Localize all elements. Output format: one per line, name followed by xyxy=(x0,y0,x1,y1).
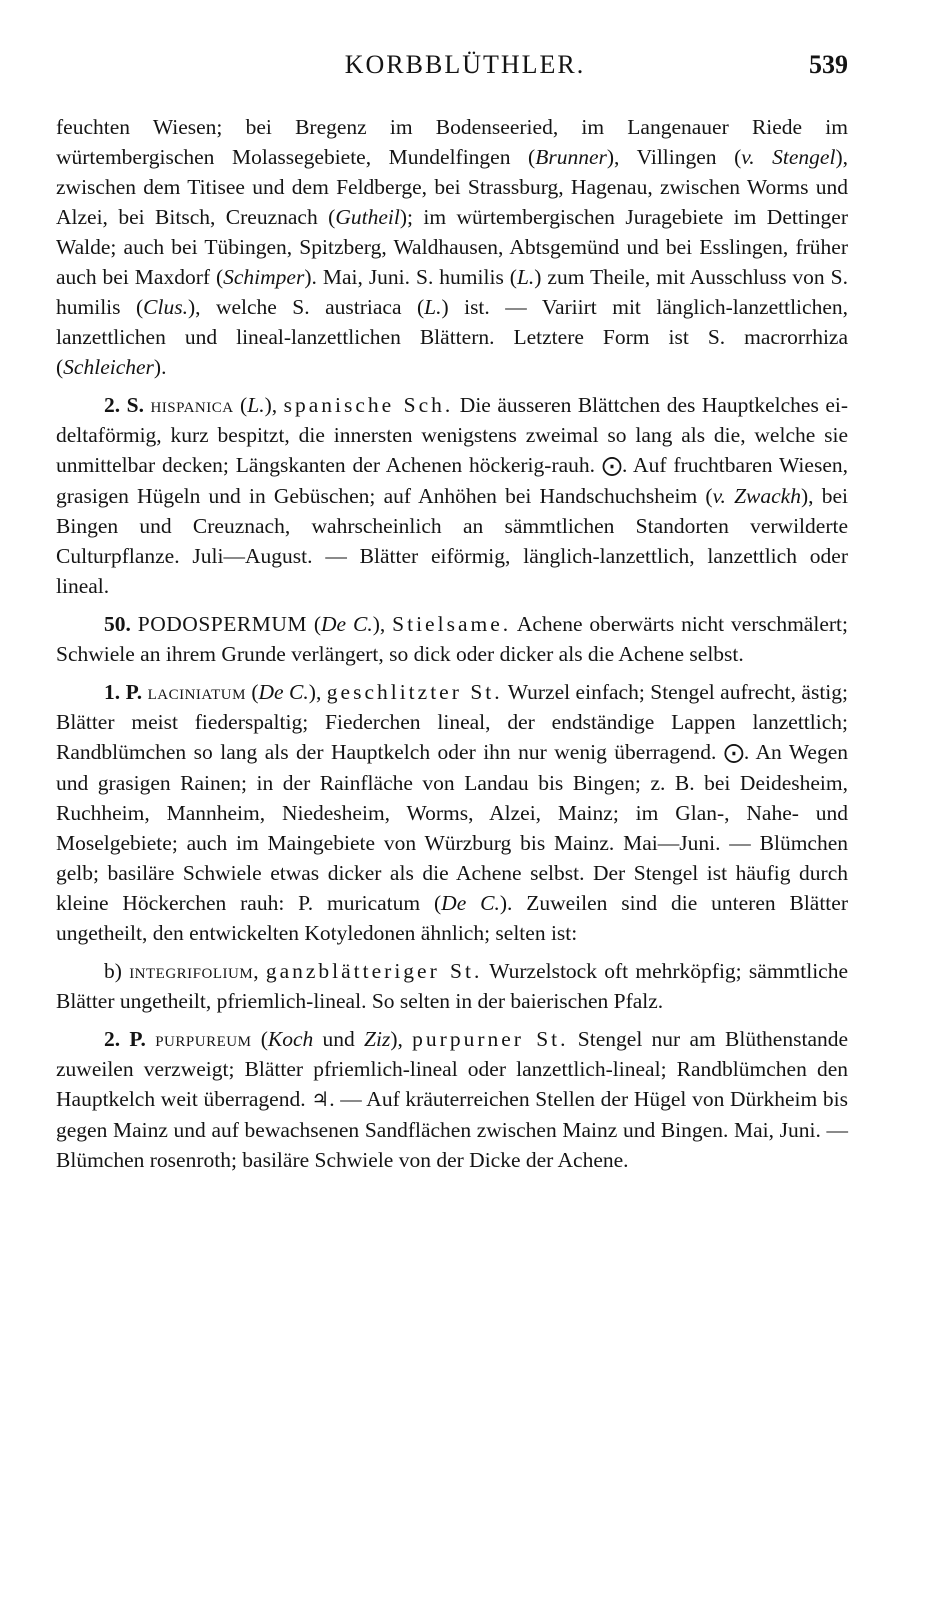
authority: Clus. xyxy=(143,295,188,319)
paragraph-continuation: feuchten Wiesen; bei Bregenz im Bodenseeried, im Langenauer Riede im würtembergischen Molassegebiete, Mundelfingen (Brunner), Villingen (v. Stengel), zwischen dem Titisee und dem Feldberge, bei Strassburg, Hagenau, zwischen Worms und Alzei, bei Bitsch, Creuznach (Gutheil); im würtembergischen Juragebiete im Dettinger Walde; auch bei Tübingen, Spitzberg, Waldhausen, Abtsgemünd und bei Esslingen, früher auch bei Maxdorf (Schimper). Mai, Juni. S. humilis (L.) zum Theile, mit Ausschluss von S. humilis (Clus.), welche S. austriaca (L.) ist. — Variirt mit länglich-lanzettlichen, lanzettlichen und lineal-lanzettlichen Blättern. Letztere Form ist S. macrorrhiza (Schleicher). xyxy=(56,115,849,379)
variety-label: b) xyxy=(104,959,122,983)
biennial-symbol-icon: ⨀ xyxy=(723,742,744,764)
authority: L. xyxy=(424,295,442,319)
species-name: laciniatum xyxy=(147,680,246,704)
authority: v. Stengel xyxy=(741,145,836,169)
page-body xyxy=(56,112,848,1183)
authority: De C. xyxy=(258,680,309,704)
running-title: KORBBLÜTHLER. xyxy=(344,50,586,79)
authority: L. xyxy=(247,393,265,417)
authority: De C. xyxy=(321,612,373,636)
vernacular-name: purpurner St. xyxy=(412,1027,569,1051)
variety-name: integrifolium xyxy=(129,959,254,983)
authority: L. xyxy=(516,265,535,289)
species-entry-podospermum-laciniatum: 1. P. laciniatum (De C.), geschlitzter St. Wurzel einfach; Stengel aufrecht, ästig; Blätter meist fiederspaltig; Fiederchen lineal, der endständige Lappen lanzettlich; Randblümchen so lang als der Hauptkelch oder ihn nur wenig überragend. ⨀. An Wegen und grasigen Rainen; in der Rainfläche von Landau bis Bingen; z. B. bei Deidesheim, Ruchheim, Mannheim, Niedesheim, Worms, Alzei, Mainz; im Glan-, Nahe- und Moselgebiete; auch im Maingebiete von Würzburg bis Mainz. Mai—Juni. — Blümchen gelb; basiläre Schwiele etwas dicker als die Achene selbst. Der Stengel ist häufig durch kleine Höckerchen rauh: P. muricatum (De C.). Zuweilen sind die unteren Blätter ungetheilt, den entwickelten Kotyledonen ähnlich; selten ist: xyxy=(56,680,849,945)
authority: Koch xyxy=(267,1027,314,1051)
entry-number: 2. S. xyxy=(104,393,144,417)
genus-name: PODOSPERMUM xyxy=(137,612,307,636)
perennial-symbol-icon: ♃ xyxy=(311,1089,330,1111)
species-name: purpureum xyxy=(155,1027,252,1051)
authority: Schimper xyxy=(223,265,305,289)
species-entry-podospermum-purpureum: 2. P. purpureum (Koch und Ziz), purpurner St. Stengel nur am Blüthenstande zuweilen verzweigt; Blätter pfriemlich-lineal oder lanzettlich-lineal; Randblümchen den Hauptkelch weit überragend. ♃. — Auf kräuterreichen Stellen der Hügel von Dürkheim bis gegen Mainz und auf bewachsenen Sandflächen zwischen Mainz und Bingen. Mai, Juni. — Blümchen rosenroth; basiläre Schwiele von der Dicke der Achene. xyxy=(56,1027,849,1172)
species-name: hispanica xyxy=(150,393,234,417)
page-number: 539 xyxy=(809,50,848,79)
authority: De C. xyxy=(441,891,500,915)
variety-entry-integrifolium: b) integrifolium, ganzblätteriger St. Wurzelstock oft mehrköpfig; sämmtliche Blätter ungetheilt, pfriemlich-lineal. So selten in der baierischen Pfalz. xyxy=(56,959,849,1013)
genus-entry-podospermum: 50. PODOSPERMUM (De C.), Stielsame. Achene oberwärts nicht verschmälert; Schwiele an ihrem Grunde verlängert, so dick oder dicker als die Achene selbst. xyxy=(56,612,848,666)
species-entry-scorzonera-hispanica: 2. S. hispanica (L.), spanische Sch. Die äusseren Blättchen des Hauptkelches ei-deltaförmig, kurz bespitzt, die innersten wenigstens zweimal so lang als die, welche sie unmittelbar decken; Längskanten der Achenen höckerig-rauh. ⨀. Auf fruchtbaren Wiesen, grasigen Hügeln und in Gebüschen; auf Anhöhen bei Handschuchsheim (v. Zwackh), bei Bingen und Creuznach, wahrscheinlich an sämmtlichen Standorten verwilderte Culturpflanze. Juli—August. — Blätter eiförmig, länglich-lanzettlich, lanzettlich oder lineal. xyxy=(56,393,849,598)
entry-number: 1. P. xyxy=(104,680,143,704)
page-header xyxy=(0,48,930,88)
authority: Gutheil xyxy=(335,205,400,229)
authority: v. Zwackh xyxy=(712,484,801,508)
vernacular-name: ganzblätteriger St. xyxy=(265,959,483,983)
authority: Ziz xyxy=(364,1027,391,1051)
vernacular-name: geschlitzter St. xyxy=(326,680,503,704)
authority: Schleicher xyxy=(63,355,154,379)
entry-number: 2. P. xyxy=(104,1027,146,1051)
vernacular-name: Stielsame. xyxy=(392,612,512,636)
genus-number: 50. xyxy=(104,612,131,636)
authority: Brunner xyxy=(535,145,607,169)
vernacular-name: spanische Sch. xyxy=(283,393,454,417)
biennial-symbol-icon: ⨀ xyxy=(601,455,622,477)
